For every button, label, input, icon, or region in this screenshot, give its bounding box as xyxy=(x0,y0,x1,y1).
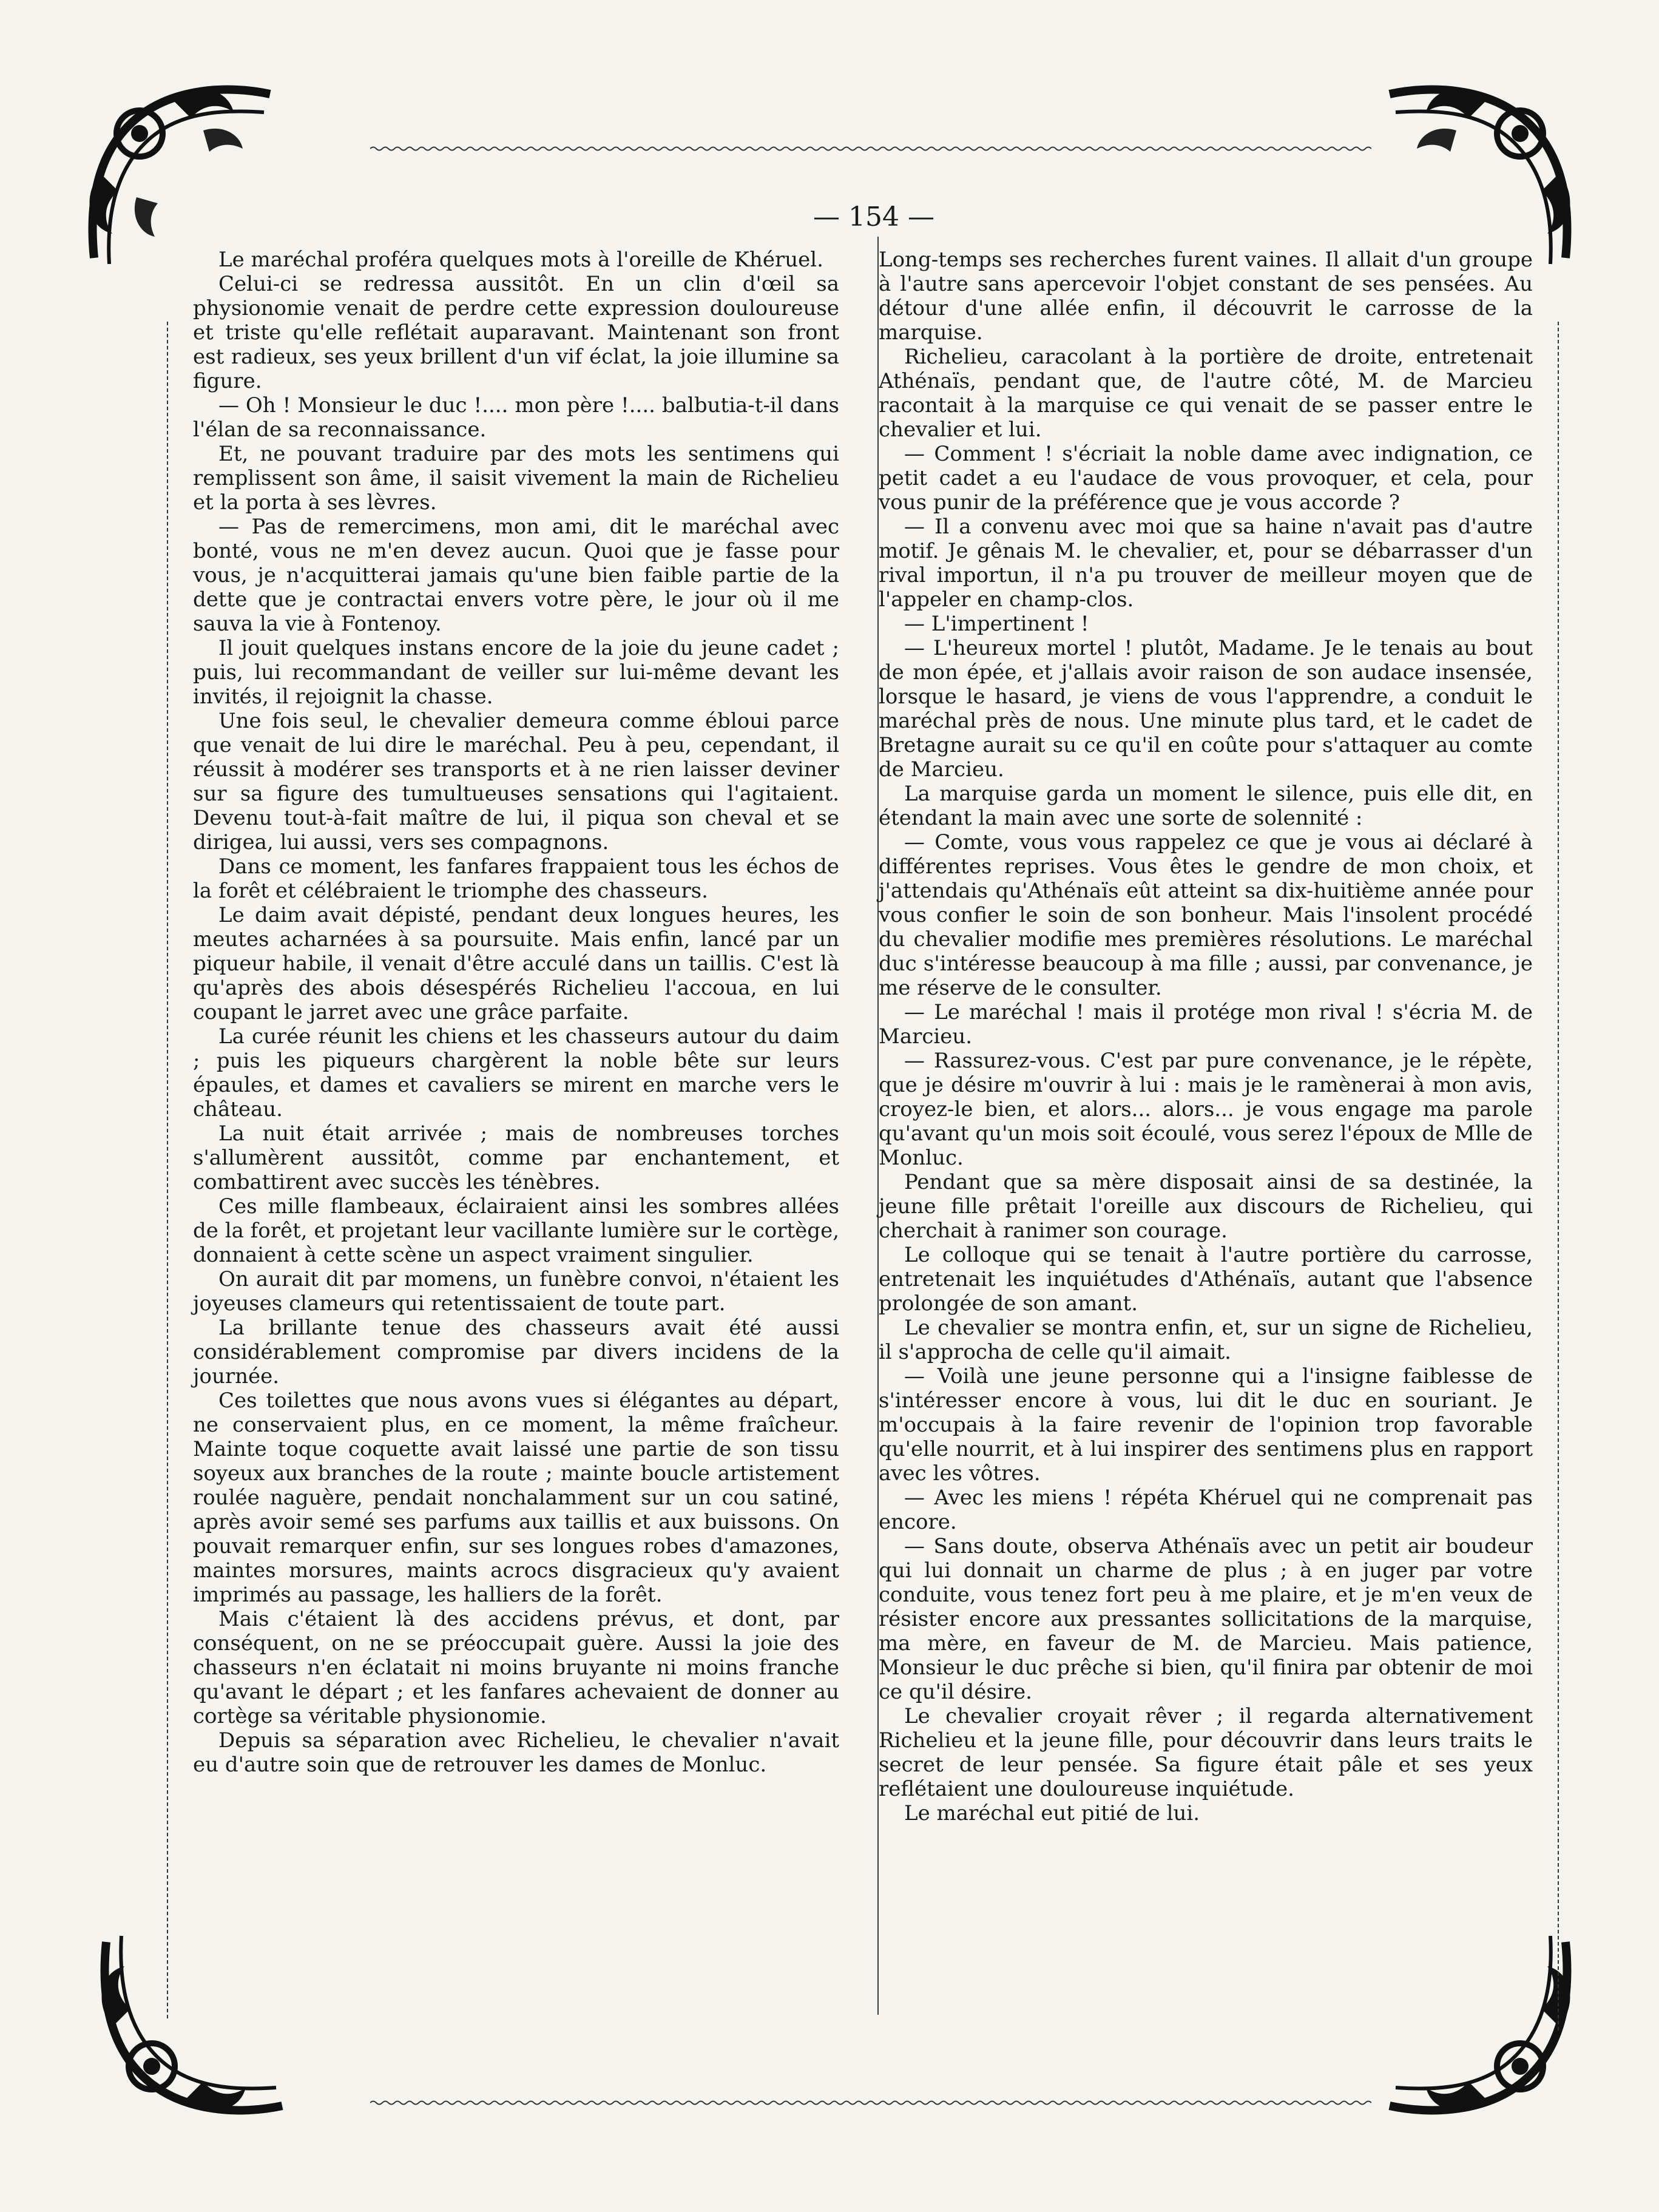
paragraph: Celui-ci se redressa aussitôt. En un clin d'œil sa physionomie venait de perdre cette expression douloureuse et triste qu'elle reflétait auparavant. Maintenant son front est radieux, ses yeux brillent d'un vif éclat, la joie illumine sa figure. xyxy=(193,272,839,393)
paragraph: Il jouit quelques instans encore de la joie du jeune cadet ; puis, lui recommandant de veiller sur lui-même devant les invités, il rejoignit la chasse. xyxy=(193,636,839,709)
paragraph: Le chevalier se montra enfin, et, sur un signe de Richelieu, il s'approcha de celle qu'il aimait. xyxy=(879,1316,1533,1364)
text-column-right xyxy=(879,248,1533,1825)
corner-ornament-top-left xyxy=(82,76,282,276)
text-column-left xyxy=(193,248,839,1777)
corner-ornament-top-right xyxy=(1377,76,1578,276)
paragraph: Dans ce moment, les fanfares frappaient tous les échos de la forêt et célébraient le triomphe des chasseurs. xyxy=(193,854,839,903)
paragraph: — Oh ! Monsieur le duc !.... mon père !.... balbutia-t-il dans l'élan de sa reconnaissance. xyxy=(193,393,839,442)
paragraph: — Le maréchal ! mais il protége mon rival ! s'écria M. de Marcieu. xyxy=(879,1000,1533,1049)
paragraph: Le colloque qui se tenait à l'autre portière du carrosse, entretenait les inquiétudes d'Athénaïs, autant que l'absence prolongée de son amant. xyxy=(879,1243,1533,1316)
paragraph: Depuis sa séparation avec Richelieu, le chevalier n'avait eu d'autre soin que de retrouver les dames de Monluc. xyxy=(193,1728,839,1777)
paragraph: — Rassurez-vous. C'est par pure convenance, je le répète, que je désire m'ouvrir à lui : mais je le ramènerai à mon avis, croyez-le bien, et alors... alors... je vous engage ma parole qu'avant qu'un mois soit écoulé, vous serez l'époux de Mlle de Monluc. xyxy=(879,1049,1533,1170)
paragraph: Le daim avait dépisté, pendant deux longues heures, les meutes acharnées à sa poursuite. Mais enfin, lancé par un piqueur habile, il venait d'être acculé dans un taillis. C'est là qu'après des abois désespérés Richelieu l'accoua, en lui coupant le jarret avec une grâce parfaite. xyxy=(193,903,839,1024)
corner-ornament-bottom-left xyxy=(94,1924,294,2124)
paragraph: Ces mille flambeaux, éclairaient ainsi les sombres allées de la forêt, et projetant leur vacillante lumière sur le cortège, donnaient à cette scène un aspect vraiment singulier. xyxy=(193,1194,839,1267)
paragraph: — Sans doute, observa Athénaïs avec un petit air boudeur qui lui donnait un charme de plus ; à en juger par votre conduite, vous tenez fort peu à me plaire, et je m'en veux de résister encore aux pressantes sollicitations de la marquise, ma mère, en faveur de M. de Marcieu. Mais patience, Monsieur le duc prêche si bien, qu'il finira par obtenir de moi ce qu'il désire. xyxy=(879,1534,1533,1704)
paragraph: La nuit était arrivée ; mais de nombreuses torches s'allumèrent aussitôt, comme par enchantement, et combattirent avec succès les ténèbres. xyxy=(193,1121,839,1194)
scroll-ornament-icon xyxy=(1377,76,1578,276)
paragraph: La marquise garda un moment le silence, puis elle dit, en étendant la main avec une sorte de solennité : xyxy=(879,782,1533,830)
bottom-border-rule xyxy=(370,2100,1371,2106)
scroll-ornament-icon xyxy=(1377,1924,1578,2124)
paragraph: Le maréchal eut pitié de lui. xyxy=(904,1801,1200,1825)
paragraph: Le maréchal proféra quelques mots à l'oreille de Khéruel. xyxy=(218,248,823,272)
paragraph: Richelieu, caracolant à la portière de droite, entretenait Athénaïs, pendant que, de l'autre côté, M. de Marcieu racontait à la marquise ce qui venait de se passer entre le chevalier et lui. xyxy=(879,345,1533,442)
paragraph: — Voilà une jeune personne qui a l'insigne faiblesse de s'intéresser encore à vous, lui dit le duc en souriant. Je m'occupais à la faire revenir de l'opinion trop favorable qu'elle nourrit, et à lui inspirer des sentimens plus en rapport avec les vôtres. xyxy=(879,1364,1533,1486)
paragraph: — Comte, vous vous rappelez ce que je vous ai déclaré à différentes reprises. Vous êtes le gendre de mon choix, et j'attendais qu'Athénaïs eût atteint sa dix-huitième année pour vous confier le soin de son bonheur. Mais l'insolent procédé du chevalier modifie mes premières résolutions. Le maréchal duc s'intéresse beaucoup à ma fille ; aussi, par convenance, je me réserve de le consulter. xyxy=(879,830,1533,1000)
paragraph: On aurait dit par momens, un funèbre convoi, n'étaient les joyeuses clameurs qui retentissaient de toute part. xyxy=(193,1267,839,1316)
scroll-ornament-icon xyxy=(82,76,282,276)
paragraph: La curée réunit les chiens et les chasseurs autour du daim ; puis les piqueurs chargèrent la noble bête sur leurs épaules, et dames et cavaliers se mirent en marche vers le château. xyxy=(193,1024,839,1121)
paragraph: — L'heureux mortel ! plutôt, Madame. Je le tenais au bout de mon épée, et j'allais avoir raison de son audace insensée, lorsque le hasard, je viens de vous l'apprendre, a conduit le maréchal près de nous. Une minute plus tard, et le cadet de Bretagne aurait su ce qu'il en coûte pour s'attaquer au comte de Marcieu. xyxy=(879,636,1533,782)
paragraph: Une fois seul, le chevalier demeura comme ébloui parce que venait de lui dire le maréchal. Peu à peu, cependant, il réussit à modérer ses transports et à ne rien laisser deviner sur sa figure des tumultueuses sensations qui l'agitaient. Devenu tout-à-fait maître de lui, il piqua son cheval et se dirigea, lui aussi, vers ses compagnons. xyxy=(193,709,839,854)
paragraph: — Comment ! s'écriait la noble dame avec indignation, ce petit cadet a eu l'audace de vous provoquer, et cela, pour vous punir de la préférence que je vous accorde ? xyxy=(879,442,1533,515)
paragraph: — Pas de remercimens, mon ami, dit le maréchal avec bonté, vous ne m'en devez aucun. Quoi que je fasse pour vous, je n'acquitterai jamais qu'une bien faible partie de la dette que je contractai envers votre père, le jour où il me sauva la vie à Fontenoy. xyxy=(193,515,839,636)
paragraph: La brillante tenue des chasseurs avait été aussi considérablement compromise par divers incidens de la journée. xyxy=(193,1316,839,1388)
scroll-ornament-icon xyxy=(94,1924,294,2124)
top-border-rule xyxy=(370,146,1371,152)
right-border-rule xyxy=(1555,322,1562,2033)
paragraph: Mais c'étaient là des accidens prévus, et dont, par conséquent, on ne se préoccupait guère. Aussi la joie des chasseurs n'en éclatait ni moins bruyante ni moins franche qu'avant le départ ; et les fanfares achevaient de donner au cortège sa véritable physionomie. xyxy=(193,1607,839,1728)
page-number: — 154 — xyxy=(813,201,934,232)
paragraph: Ces toilettes que nous avons vues si élégantes au départ, ne conservaient plus, en ce moment, la même fraîcheur. Mainte toque coquette avait laissé une partie de son tissu soyeux aux branches de la route ; mainte boucle artistement roulée naguère, pendait nonchalamment sur un cou satiné, après avoir semé ses parfums aux taillis et aux buissons. On pouvait remarquer enfin, sur ses longues robes d'amazones, maintes morsures, maints acrocs disgracieux qu'y avaient imprimés au passage, les halliers de la forêt. xyxy=(193,1388,839,1607)
paragraph: Pendant que sa mère disposait ainsi de sa destinée, la jeune fille prêtait l'oreille aux discours de Richelieu, qui cherchait à ranimer son courage. xyxy=(879,1170,1533,1243)
paragraph: — Il a convenu avec moi que sa haine n'avait pas d'autre motif. Je gênais M. le chevalier, et, pour se débarrasser d'un rival importun, il n'a pu trouver de meilleur moyen que de l'appeler en champ-clos. xyxy=(879,515,1533,612)
paragraph: Et, ne pouvant traduire par des mots les sentimens qui remplissent son âme, il saisit vivement la main de Richelieu et la porta à ses lèvres. xyxy=(193,442,839,515)
paragraph: Le chevalier croyait rêver ; il regarda alternativement Richelieu et la jeune fille, pour découvrir dans leurs traits le secret de leur pensée. Sa figure était pâle et ses yeux reflétaient une douloureuse inquiétude. xyxy=(879,1704,1533,1801)
paragraph: — Avec les miens ! répéta Khéruel qui ne comprenait pas encore. xyxy=(879,1486,1533,1534)
paragraph: Long-temps ses recherches furent vaines. Il allait d'un groupe à l'autre sans apercevoir l'objet constant de ses pensées. Au détour d'une allée enfin, il découvrit le carrosse de la marquise. xyxy=(879,248,1533,345)
paragraph: — L'impertinent ! xyxy=(904,612,1089,636)
corner-ornament-bottom-right xyxy=(1377,1924,1578,2124)
left-border-rule xyxy=(164,322,171,2021)
